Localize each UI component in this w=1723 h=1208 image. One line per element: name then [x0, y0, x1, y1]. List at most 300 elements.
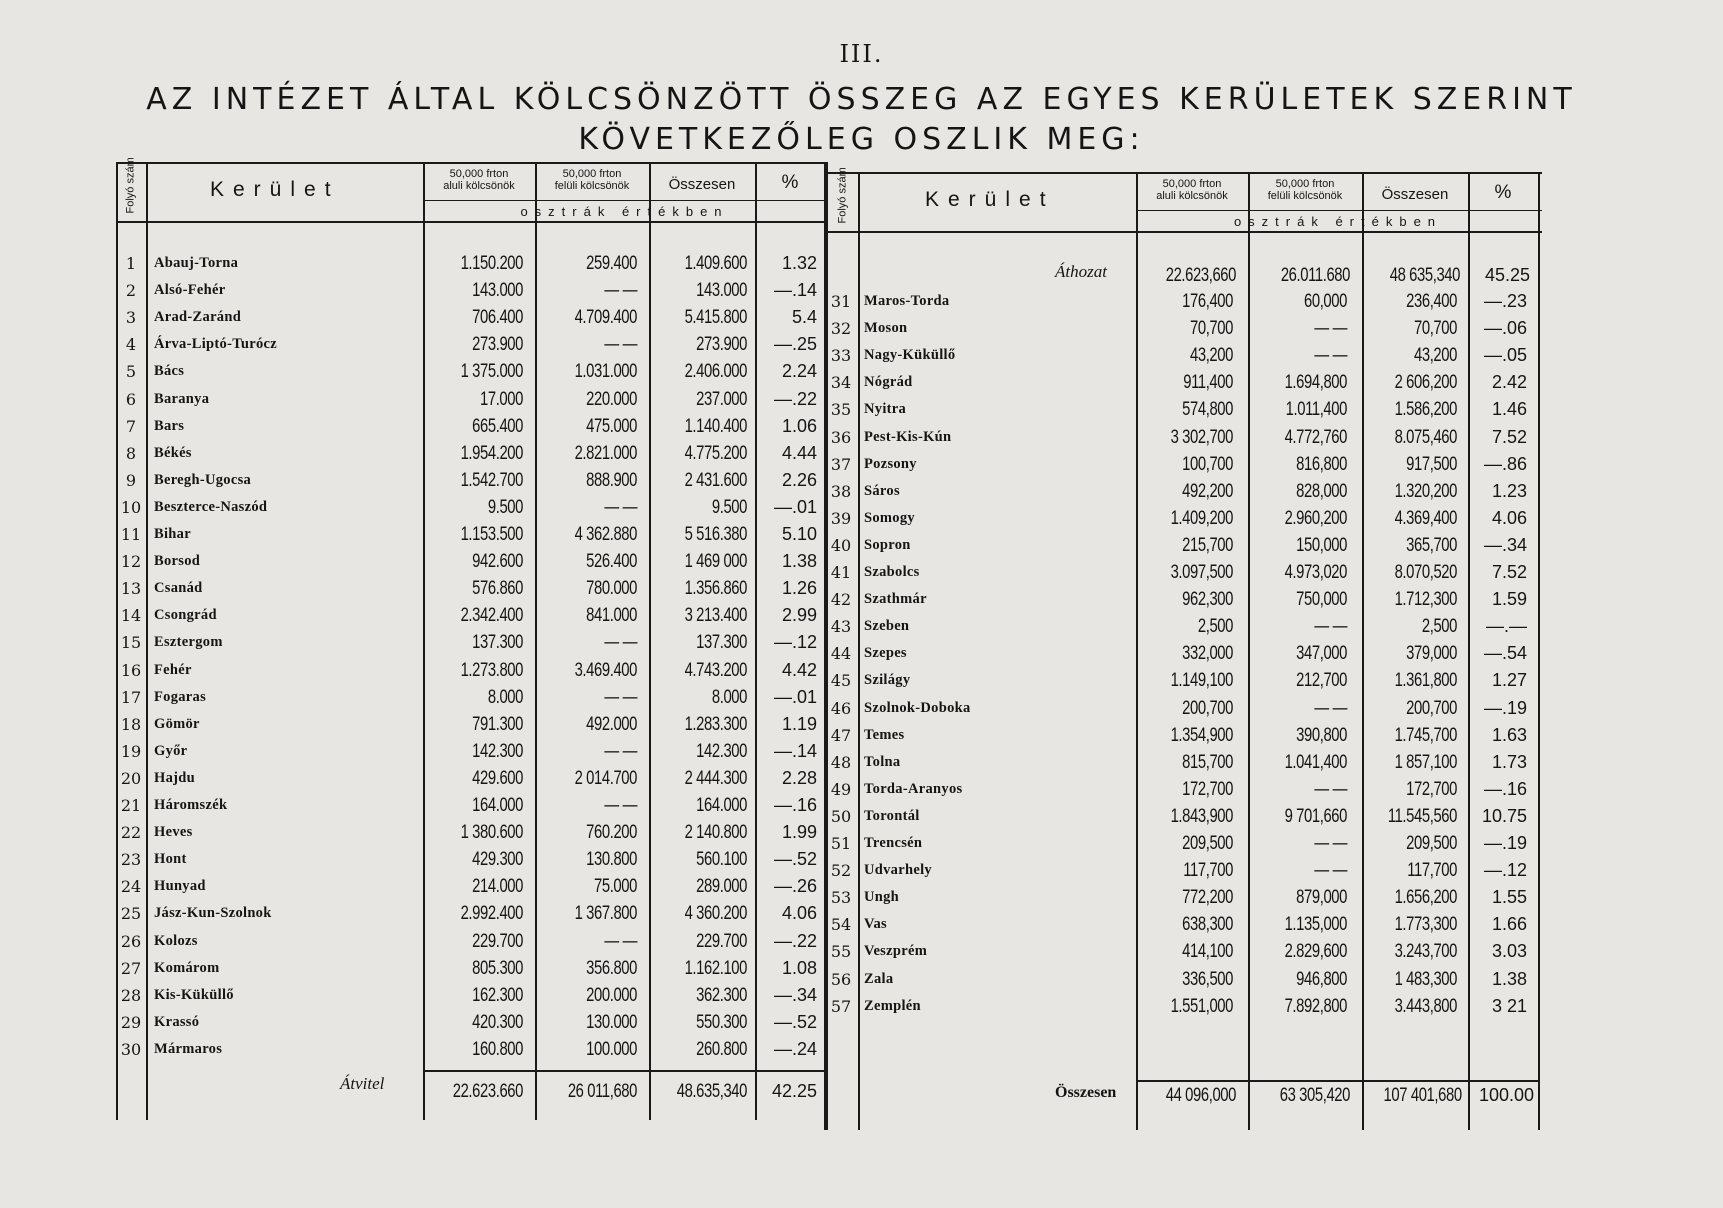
percent-share: —.12: [1483, 860, 1527, 881]
district-name: Békés: [154, 444, 192, 461]
district-name: Bars: [154, 417, 185, 434]
percent-share: —.52: [773, 1011, 817, 1032]
leader-dots: [986, 938, 1126, 965]
loans-below-50000: 9.500: [487, 496, 523, 518]
left-footer-aluli: 22.623.660: [452, 1081, 523, 1102]
leader-dots: [276, 629, 416, 656]
percent-share: 3.03: [1491, 941, 1527, 962]
district-name: Árva-Liptó-Turócz: [154, 336, 277, 353]
leader-dots: [276, 819, 416, 846]
percent-share: —.14: [773, 280, 817, 301]
loans-above-50000: — —: [604, 632, 637, 654]
page-number: III.: [839, 40, 884, 68]
row-number: 12: [120, 552, 142, 572]
percent-share: 1.99: [781, 822, 817, 843]
leader-dots: [986, 911, 1126, 938]
total-amount: 8.000: [711, 686, 747, 708]
total-amount: 3.443,800: [1394, 995, 1457, 1017]
table-row: [826, 667, 1542, 694]
leader-dots: [276, 331, 416, 358]
leader-dots: [276, 765, 416, 792]
row-number: 18: [120, 714, 142, 734]
table-row: [826, 559, 1542, 586]
leader-dots: [986, 586, 1126, 613]
loans-above-50000: 75.000: [594, 876, 637, 898]
percent-share: 2.28: [781, 767, 817, 788]
title-line-1: AZ INTÉZET ÁLTAL KÖLCSÖNZÖTT ÖSSZEG AZ EGYES KERÜLETEK SZERINT: [146, 82, 1577, 117]
percent-share: —.19: [1483, 833, 1527, 853]
percent-share: —.22: [773, 388, 817, 409]
leader-dots: [986, 451, 1126, 478]
percent-share: —.06: [1483, 318, 1527, 339]
percent-share: —.01: [773, 686, 817, 707]
table-row: [826, 478, 1542, 505]
district-name: Bihar: [154, 526, 191, 542]
loans-above-50000: 2.960,200: [1284, 507, 1347, 529]
table-row: [116, 657, 826, 684]
total-amount: 917,500: [1406, 453, 1457, 475]
percent-share: —.54: [1483, 643, 1527, 664]
percent-share: 1.32: [781, 253, 817, 273]
row-number: 32: [830, 319, 852, 339]
district-name: Sáros: [864, 482, 900, 499]
header-folyo-szam: Folyó szám: [124, 157, 137, 214]
loans-below-50000: 1 375.000: [460, 361, 523, 383]
loans-below-50000: 100,700: [1182, 453, 1233, 475]
total-amount: 560.100: [696, 849, 747, 871]
district-name: Zala: [864, 970, 894, 987]
total-amount: 229.700: [696, 930, 747, 952]
percent-share: 5.4: [791, 307, 817, 328]
total-amount: 379,000: [1406, 643, 1457, 665]
header-kerulet-right: Kerület: [925, 188, 1055, 211]
total-amount: 362.300: [696, 984, 747, 1006]
total-amount: 1.773,300: [1394, 914, 1457, 936]
table-row: [826, 695, 1542, 722]
row-number: 39: [830, 508, 852, 528]
table-row: [116, 413, 826, 440]
table-row: [116, 873, 826, 900]
table-row: [116, 792, 826, 819]
total-amount: 1.283.300: [684, 713, 747, 735]
total-amount: 3.243,700: [1394, 941, 1457, 963]
leader-dots: [986, 722, 1126, 749]
leader-dots: [276, 982, 416, 1009]
total-amount: 1 857,100: [1394, 751, 1457, 773]
row-number: 43: [830, 617, 852, 637]
row-number: 19: [120, 741, 142, 761]
district-name: Kolozs: [154, 932, 198, 949]
leader-dots: [276, 440, 416, 467]
row-number: 53: [830, 888, 852, 908]
total-amount: 2 606,200: [1394, 372, 1457, 394]
loans-below-50000: 200,700: [1182, 697, 1233, 719]
table-row: [116, 467, 826, 494]
table-row: [116, 304, 826, 331]
total-amount: 209,500: [1406, 833, 1457, 854]
district-name: Fehér: [154, 661, 192, 678]
right-footer-feluli: 63 305,420: [1279, 1085, 1350, 1106]
total-amount: 5 516.380: [684, 524, 747, 545]
table-row: [116, 629, 826, 656]
loans-above-50000: 828,000: [1296, 480, 1347, 502]
loans-below-50000: 2,500: [1197, 616, 1233, 638]
loans-below-50000: 791.300: [472, 713, 523, 735]
loans-above-50000: 7.892,800: [1284, 995, 1347, 1017]
total-amount: 1.356.860: [684, 578, 747, 600]
loans-below-50000: 414,100: [1182, 941, 1233, 963]
district-name: Vas: [864, 916, 887, 933]
loans-above-50000: 1.031.000: [574, 361, 637, 383]
loans-below-50000: 574,800: [1182, 399, 1233, 421]
leader-dots: [276, 413, 416, 440]
percent-share: 4.06: [781, 903, 817, 924]
loans-above-50000: 9 701,660: [1284, 805, 1347, 827]
percent-share: —.14: [773, 740, 817, 761]
loans-above-50000: — —: [1314, 318, 1347, 340]
header-osszesen-right: Összesen: [1381, 186, 1449, 203]
loans-below-50000: 3.097,500: [1170, 562, 1233, 583]
total-amount: 70,700: [1414, 318, 1457, 340]
percent-share: —.26: [773, 876, 817, 897]
header-osztrak: osztrák értékben: [520, 204, 729, 219]
percent-share: 1.19: [781, 713, 817, 734]
total-amount: 1.140.400: [684, 415, 747, 437]
leader-dots: [276, 846, 416, 873]
loans-above-50000: 130.000: [586, 1011, 637, 1033]
loans-above-50000: — —: [604, 930, 637, 952]
row-number: 13: [120, 579, 142, 599]
leader-dots: [986, 966, 1126, 993]
loans-below-50000: 429.600: [472, 767, 523, 789]
loans-below-50000: 2.992.400: [460, 903, 523, 925]
row-number: 46: [830, 698, 852, 718]
total-amount: 4 360.200: [684, 903, 747, 925]
percent-share: —.52: [773, 849, 817, 870]
loans-below-50000: 143.000: [472, 280, 523, 302]
leader-dots: [986, 884, 1126, 911]
leader-dots: [276, 358, 416, 385]
loans-above-50000: 1 367.800: [574, 903, 637, 925]
loans-below-50000: 1.409,200: [1170, 507, 1233, 529]
percent-share: 1.63: [1491, 724, 1527, 745]
total-amount: 4.369,400: [1394, 507, 1457, 529]
district-name: Szolnok-Doboka: [864, 699, 971, 716]
leader-dots: [276, 548, 416, 575]
percent-share: 5.10: [781, 524, 817, 544]
right-carry-label: Áthozat: [1055, 262, 1107, 281]
leader-dots: [986, 993, 1126, 1020]
table-row: [116, 765, 826, 792]
leader-dots: [276, 494, 416, 521]
table-row: [116, 386, 826, 413]
loans-below-50000: 1.551,000: [1170, 995, 1233, 1017]
row-number: 2: [125, 281, 137, 301]
loans-below-50000: 214.000: [472, 876, 523, 898]
district-name: Hunyad: [154, 878, 206, 895]
total-amount: 273.900: [696, 334, 747, 356]
table-row: [826, 911, 1542, 938]
total-amount: 237.000: [696, 388, 747, 410]
district-name: Csanád: [154, 580, 203, 597]
table-row: [116, 819, 826, 846]
district-name: Pozsony: [864, 455, 917, 472]
table-row: [116, 1009, 826, 1036]
loans-above-50000: — —: [604, 795, 637, 816]
right-carry-aluli: 22.623,660: [1165, 265, 1236, 286]
loans-above-50000: — —: [1314, 833, 1347, 854]
district-name: Jász-Kun-Szolnok: [154, 905, 272, 922]
row-number: 29: [120, 1012, 142, 1032]
total-amount: 5.415.800: [684, 307, 747, 329]
district-name: Szabolcs: [864, 564, 920, 580]
loans-above-50000: 356.800: [586, 957, 637, 979]
percent-share: 1.06: [781, 415, 817, 436]
right-footer-label: Összesen: [1055, 1084, 1117, 1101]
leader-dots: [986, 424, 1126, 451]
leader-dots: [986, 803, 1126, 830]
district-name: Hajdu: [154, 769, 195, 786]
leader-dots: [276, 711, 416, 738]
district-name: Udvarhely: [864, 862, 932, 879]
percent-share: —.16: [773, 795, 817, 815]
header-pct: %: [781, 172, 799, 193]
total-amount: 2 431.600: [684, 469, 747, 491]
district-name: Moson: [864, 320, 908, 337]
loans-above-50000: 212,700: [1296, 670, 1347, 692]
row-number: 8: [125, 443, 137, 463]
leader-dots: [986, 667, 1126, 694]
district-name: Zemplén: [864, 997, 921, 1014]
total-amount: 365,700: [1406, 534, 1457, 556]
district-name: Ungh: [864, 889, 900, 906]
district-name: Bács: [154, 363, 185, 380]
loans-below-50000: 70,700: [1190, 318, 1233, 340]
row-number: 34: [830, 373, 852, 393]
total-amount: 2 444.300: [684, 767, 747, 789]
total-amount: 1.409.600: [684, 253, 747, 274]
loans-below-50000: 172,700: [1182, 778, 1233, 800]
percent-share: 2.42: [1491, 372, 1527, 393]
loans-above-50000: 475.000: [586, 415, 637, 437]
row-number: 5: [125, 362, 137, 382]
header-aluli: 50,000 frton aluli kölcsönök: [443, 168, 515, 192]
loans-above-50000: — —: [1314, 616, 1347, 638]
district-name: Hont: [154, 851, 187, 868]
district-name: Sopron: [864, 536, 911, 553]
row-number: 37: [830, 454, 852, 474]
loans-below-50000: 162.300: [472, 984, 523, 1006]
loans-above-50000: — —: [1314, 778, 1347, 800]
leader-dots: [276, 575, 416, 602]
loans-above-50000: 526.400: [586, 551, 637, 573]
district-name: Esztergom: [154, 634, 223, 651]
table-row: [116, 1036, 826, 1063]
percent-share: 7.52: [1491, 562, 1527, 582]
table-row: [826, 342, 1542, 369]
loans-above-50000: 1.694,800: [1284, 372, 1347, 394]
total-amount: 550.300: [696, 1011, 747, 1033]
table-row: [826, 451, 1542, 478]
leader-dots: [986, 776, 1126, 803]
table-row: [826, 315, 1542, 342]
header-aluli-right: 50,000 frton aluli kölcsönök: [1156, 178, 1228, 202]
total-amount: 1.712,300: [1394, 589, 1457, 611]
left-footer-osszesen: 48.635,340: [676, 1081, 747, 1102]
total-amount: 11.545,560: [1387, 805, 1457, 827]
district-name: Baranya: [154, 390, 210, 407]
district-name: Temes: [864, 726, 905, 743]
district-name: Beregh-Ugocsa: [154, 471, 252, 488]
loans-above-50000: — —: [1314, 697, 1347, 719]
percent-share: —.—: [1485, 616, 1527, 637]
loans-below-50000: 706.400: [472, 307, 523, 329]
row-number: 50: [830, 806, 852, 826]
row-number: 38: [830, 481, 852, 501]
table-row: [116, 331, 826, 358]
leader-dots: [986, 640, 1126, 667]
row-number: 55: [830, 942, 852, 962]
district-name: Nógrád: [864, 374, 913, 391]
district-name: Torda-Aranyos: [864, 780, 963, 797]
leader-dots: [276, 386, 416, 413]
percent-share: 4.44: [781, 442, 817, 463]
district-name: Szeben: [864, 618, 910, 635]
loans-below-50000: 17.000: [480, 388, 523, 410]
loans-below-50000: 164.000: [472, 795, 523, 816]
loans-above-50000: 4.973,020: [1284, 562, 1347, 583]
loans-above-50000: 3.469.400: [574, 659, 637, 681]
row-number: 31: [830, 292, 852, 311]
district-name: Beszterce-Naszód: [154, 498, 268, 515]
row-number: 27: [120, 958, 142, 978]
loans-below-50000: 160.800: [472, 1038, 523, 1060]
leader-dots: [986, 342, 1126, 369]
percent-share: 1.59: [1491, 589, 1527, 610]
loans-above-50000: — —: [1314, 860, 1347, 882]
right-carry-pct: 45.25: [1484, 265, 1530, 285]
row-number: 3: [125, 308, 137, 328]
leader-dots: [986, 857, 1126, 884]
total-amount: 2 140.800: [684, 822, 747, 844]
table-row: [826, 505, 1542, 532]
total-amount: 3 213.400: [684, 605, 747, 627]
table-row: [116, 575, 826, 602]
row-number: 49: [830, 779, 852, 799]
loans-above-50000: 816,800: [1296, 453, 1347, 475]
loans-below-50000: 1.153.500: [460, 524, 523, 545]
percent-share: 1.38: [781, 551, 817, 572]
right-footer-pct: 100.00: [1478, 1085, 1534, 1105]
total-amount: 1 469 000: [684, 551, 747, 573]
leader-dots: [276, 521, 416, 548]
leader-dots: [986, 695, 1126, 722]
loans-above-50000: 2 014.700: [574, 767, 637, 789]
total-amount: 200,700: [1406, 697, 1457, 719]
row-number: 40: [830, 535, 852, 555]
table-row: [116, 900, 826, 927]
loans-below-50000: 1 380.600: [460, 822, 523, 844]
row-number: 33: [830, 346, 852, 366]
percent-share: 1.23: [1491, 480, 1527, 501]
total-amount: 9.500: [711, 496, 747, 518]
leader-dots: [986, 478, 1126, 505]
district-name: Háromszék: [154, 797, 228, 813]
loans-above-50000: 100.000: [586, 1038, 637, 1060]
percent-share: 4.42: [781, 659, 817, 680]
right-footer-aluli: 44 096,000: [1165, 1085, 1236, 1106]
header-kerulet: Kerület: [210, 178, 340, 201]
total-amount: 2.406.000: [684, 361, 747, 383]
row-number: 21: [120, 796, 142, 815]
district-name: Veszprém: [864, 943, 928, 960]
percent-share: —.22: [773, 930, 817, 951]
left-footer-pct: 42.25: [771, 1081, 817, 1101]
total-amount: 164.000: [696, 795, 747, 816]
row-number: 41: [830, 563, 852, 582]
loans-above-50000: 841.000: [586, 605, 637, 627]
leader-dots: [986, 749, 1126, 776]
loans-below-50000: 137.300: [472, 632, 523, 654]
loans-above-50000: 492.000: [586, 713, 637, 735]
header-pct-right: %: [1494, 182, 1512, 203]
table-row: [116, 684, 826, 711]
percent-share: 1.46: [1491, 399, 1527, 420]
leader-dots: [986, 315, 1126, 342]
table-row: [116, 928, 826, 955]
district-name: Nagy-Küküllő: [864, 347, 956, 364]
total-amount: 172,700: [1406, 778, 1457, 800]
loans-above-50000: 780.000: [586, 578, 637, 600]
percent-share: 4.06: [1491, 507, 1527, 528]
loans-above-50000: 4.772,760: [1284, 426, 1347, 448]
percent-share: —.16: [1483, 778, 1527, 799]
table-row: [116, 711, 826, 738]
table-row: [826, 857, 1542, 884]
row-number: 56: [830, 969, 852, 989]
loans-above-50000: — —: [604, 740, 637, 762]
header-osszesen: Összesen: [668, 176, 736, 193]
loans-above-50000: 4 362.880: [574, 524, 637, 545]
leader-dots: [276, 304, 416, 331]
loans-above-50000: 888.900: [586, 469, 637, 491]
row-number: 15: [120, 633, 142, 653]
table-row: [826, 532, 1542, 559]
total-amount: 1.656,200: [1394, 887, 1457, 909]
loans-below-50000: 1.843,900: [1170, 805, 1233, 827]
leader-dots: [276, 873, 416, 900]
district-name: Krassó: [154, 1013, 200, 1030]
loans-below-50000: 805.300: [472, 957, 523, 979]
table-row: [826, 424, 1542, 451]
loans-above-50000: 1.135,000: [1284, 914, 1347, 936]
district-name: Tolna: [864, 753, 901, 770]
district-name: Komárom: [154, 959, 220, 976]
table-row: [116, 846, 826, 873]
table-row: [116, 277, 826, 304]
table-row: [826, 966, 1542, 993]
percent-share: —.34: [1483, 534, 1527, 555]
loans-above-50000: 1.041,400: [1284, 751, 1347, 773]
percent-share: —.12: [773, 632, 817, 653]
table-row: [116, 250, 826, 277]
header-folyo-szam-right: Folyó szám: [836, 167, 849, 224]
leader-dots: [986, 369, 1126, 396]
leader-dots: [986, 288, 1126, 315]
leader-dots: [276, 1036, 416, 1063]
percent-share: 2.24: [781, 361, 817, 382]
loans-below-50000: 8.000: [487, 686, 523, 708]
